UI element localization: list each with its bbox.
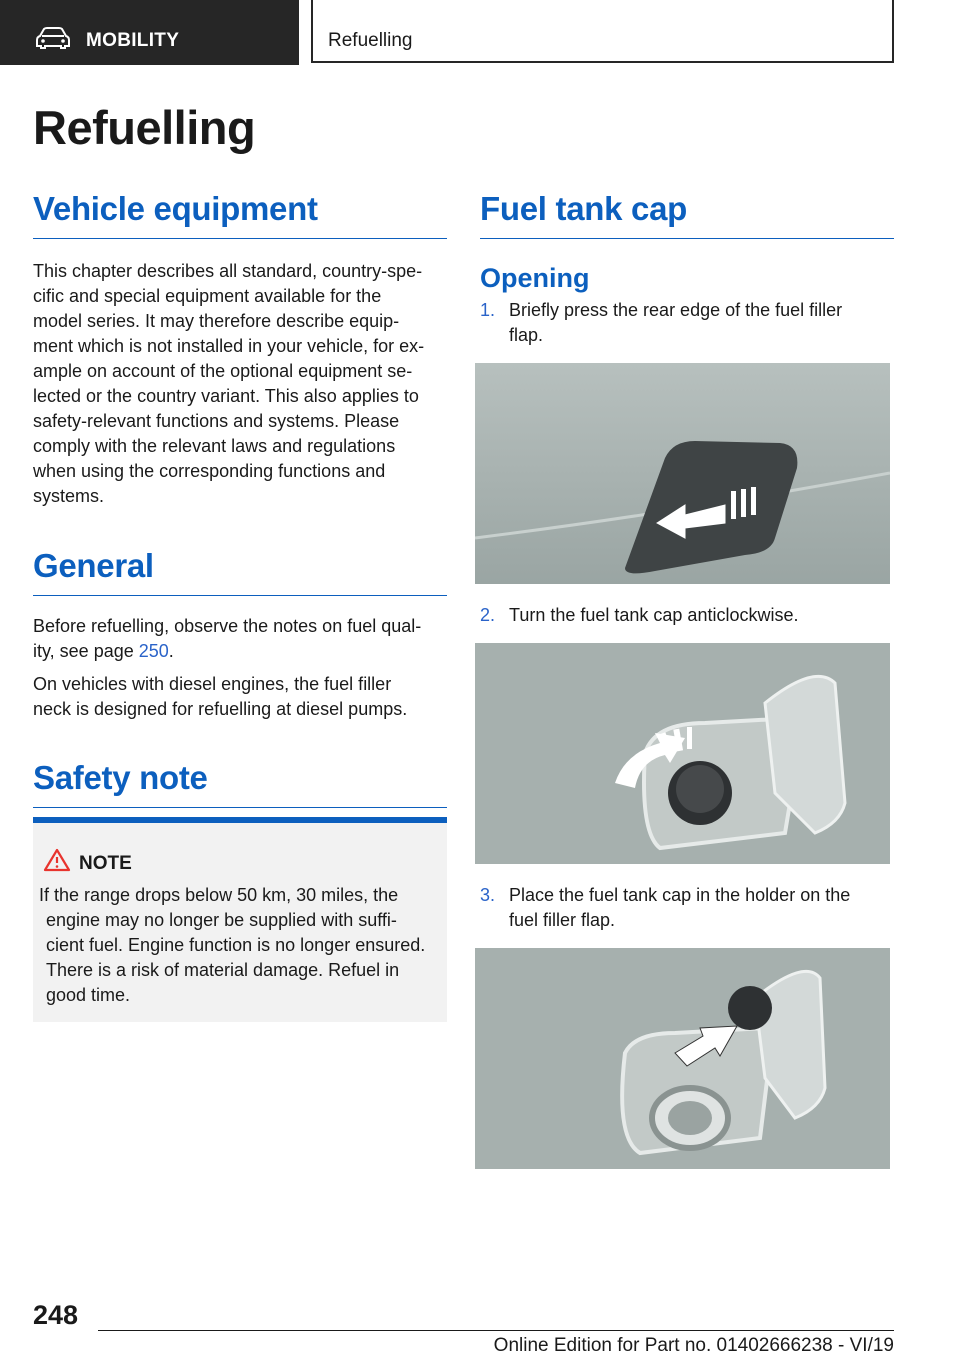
topic-header — [311, 0, 894, 63]
text-line: . — [168, 641, 174, 661]
text-line: neck is designed for refuelling at diesel pumps. — [33, 699, 408, 719]
fuel-tank-cap-heading: Fuel tank cap — [480, 190, 894, 239]
text-line: Briefly press the rear edge of the fuel filler — [509, 300, 843, 320]
fuel-flap-press-image — [475, 363, 890, 584]
vehicle-equipment-text — [33, 259, 447, 509]
text-line: flap. — [509, 325, 544, 345]
page-title: Refuelling — [33, 101, 256, 154]
section-label: MOBILITY — [86, 30, 180, 51]
right-column — [480, 190, 894, 294]
text-line: Before refuelling, observe the notes on fuel qual‐ — [33, 616, 422, 636]
text-line: when using the corresponding functions and — [33, 461, 386, 481]
vehicle-equipment-heading: Vehicle equipment — [33, 190, 447, 239]
page-link[interactable]: 250 — [138, 641, 169, 661]
text-line: Turn the fuel tank cap anticlockwise. — [509, 605, 799, 625]
text-line: There is a risk of material damage. Refuel in — [46, 960, 400, 980]
text-line: systems. — [33, 486, 105, 506]
section-tab[interactable] — [0, 0, 299, 65]
car-icon — [36, 27, 70, 49]
text-line: Place the fuel tank cap in the holder on the — [509, 885, 851, 905]
text-line: lected or the country variant. This also applies to — [33, 386, 419, 406]
warning-triangle-icon — [43, 848, 71, 872]
footer-divider — [98, 1330, 894, 1331]
note-box — [33, 817, 447, 1022]
text-line: On vehicles with diesel engines, the fuel filler — [33, 674, 392, 694]
step-number: 1. — [480, 300, 496, 320]
step-text — [509, 883, 889, 933]
safety-note-heading: Safety note — [33, 759, 447, 808]
general-text-2 — [33, 672, 447, 722]
note-text — [39, 883, 443, 1008]
note-label: NOTE — [79, 853, 132, 874]
text-line: cific and special equipment available for the — [33, 286, 382, 306]
step-text — [509, 603, 889, 628]
edition-info: Online Edition for Part no. 01402666238 - VI/19 — [493, 1335, 894, 1356]
text-line: ment which is not installed in your vehicle, for ex‐ — [33, 336, 425, 356]
text-line: cient fuel. Engine function is no longer ensured. — [46, 935, 426, 955]
general-heading: General — [33, 547, 447, 596]
fuel-cap-turn-image — [475, 643, 890, 864]
text-line: If the range drops below 50 km, 30 miles, the — [39, 885, 399, 905]
general-text-1 — [33, 614, 447, 664]
step-text — [509, 298, 889, 348]
step-number: 2. — [480, 605, 496, 625]
text-line: fuel filler flap. — [509, 910, 616, 930]
text-line: engine may no longer be supplied with suffi‐ — [46, 910, 397, 930]
page-number: 248 — [33, 1300, 79, 1330]
text-line: good time. — [46, 985, 131, 1005]
fuel-cap-holder-image — [475, 948, 890, 1169]
step-number: 3. — [480, 885, 496, 905]
text-line: This chapter describes all standard, country-spe‐ — [33, 261, 423, 281]
opening-subheading: Opening — [480, 263, 590, 293]
text-line: model series. It may therefore describe equip‐ — [33, 311, 400, 331]
text-line: ity, see page — [33, 641, 139, 661]
text-line: ample on account of the optional equipment se‐ — [33, 361, 413, 381]
topic-title: Refuelling — [328, 30, 413, 51]
text-line: comply with the relevant laws and regulations — [33, 436, 396, 456]
text-line: safety-relevant functions and systems. Please — [33, 411, 400, 431]
left-column — [33, 190, 447, 808]
